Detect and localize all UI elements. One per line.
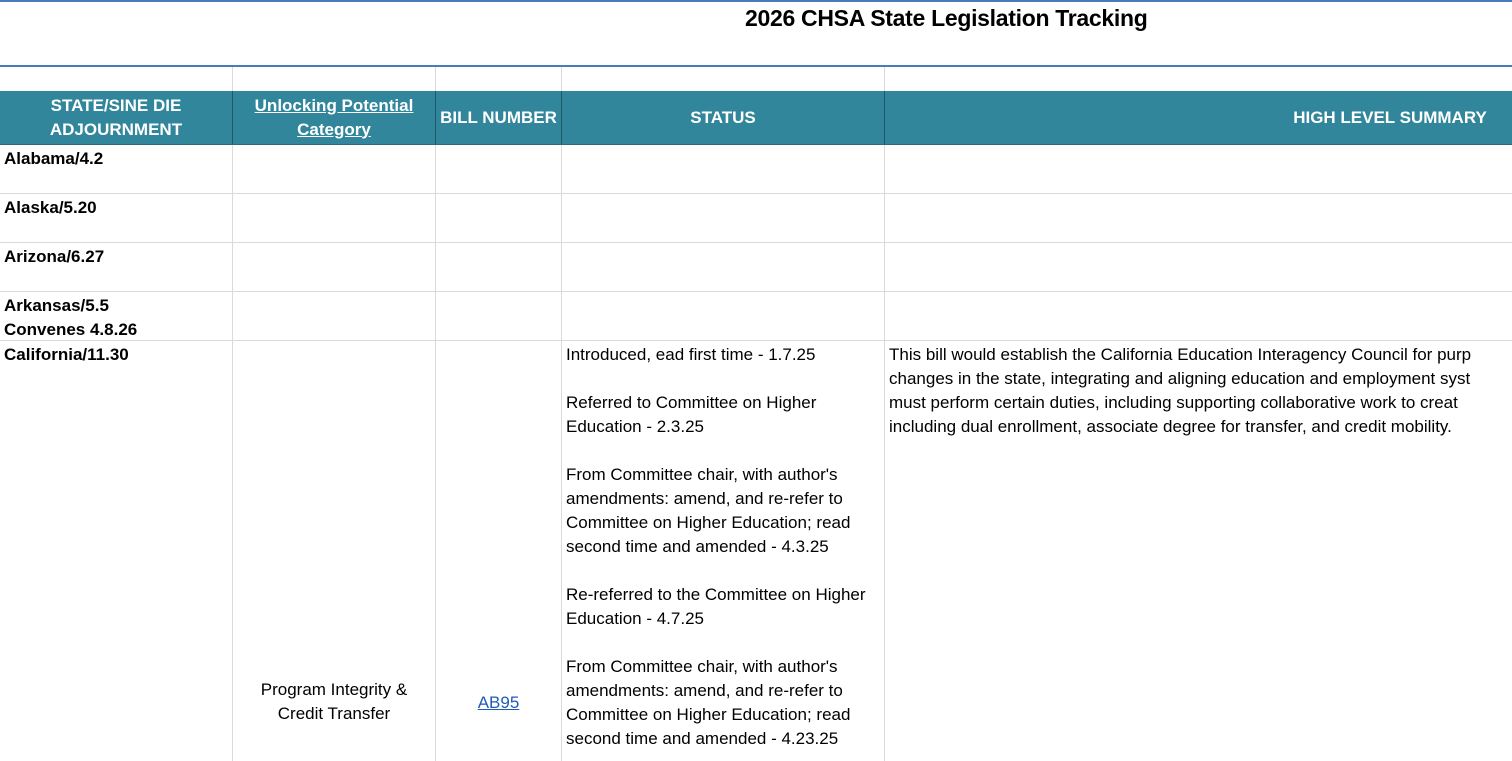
title-row	[0, 2, 1512, 67]
summary-cell[interactable]	[885, 243, 1512, 291]
status-cell[interactable]	[562, 194, 885, 242]
bill-number-cell[interactable]	[436, 194, 562, 242]
table-row	[0, 243, 1512, 292]
spacer-row	[0, 67, 1512, 91]
state-cell[interactable]: California/11.30	[0, 341, 233, 761]
header-state[interactable]: STATE/SINE DIE ADJOURNMENT	[0, 91, 233, 144]
category-cell[interactable]	[233, 194, 436, 242]
table-row	[0, 341, 1512, 761]
category-cell[interactable]	[233, 145, 436, 193]
category-cell[interactable]	[233, 243, 436, 291]
gridline	[884, 67, 885, 91]
state-cell[interactable]: Arizona/6.27	[0, 243, 233, 291]
table-row	[0, 292, 1512, 341]
sheet-title[interactable]: 2026 CHSA State Legislation Tracking	[745, 5, 1148, 31]
header-bill-number[interactable]: BILL NUMBER	[436, 91, 562, 144]
gridline	[232, 67, 233, 91]
header-row	[0, 91, 1512, 145]
gridline	[561, 67, 562, 91]
status-cell[interactable]	[562, 243, 885, 291]
status-cell[interactable]: Introduced, ead first time - 1.7.25 Referred to Committee on Higher Education - 2.3.25 From Committee chair, with author's amendments: amend, and re-refer to Committee on Higher Education; read second time and amended - 4.3.25 Re-referred to the Committee on Higher Education - 4.7.25 From Committee chair, with author's amendments: amend, and re-refer to Committee on Higher Education; read second time and amended - 4.23.25	[562, 341, 885, 761]
header-status[interactable]: STATUS	[562, 91, 885, 144]
category-cell[interactable]	[233, 341, 436, 761]
data-grid	[0, 145, 1512, 761]
bill-number-cell[interactable]	[436, 243, 562, 291]
table-row	[0, 194, 1512, 243]
state-cell[interactable]: Arkansas/5.5 Convenes 4.8.26	[0, 292, 233, 340]
bill-number-cell[interactable]	[436, 292, 562, 340]
bill-number-cell[interactable]	[436, 341, 562, 761]
summary-cell[interactable]	[885, 194, 1512, 242]
category-text: Program Integrity & Credit Transfer	[260, 680, 408, 723]
table-row	[0, 145, 1512, 194]
summary-cell[interactable]	[885, 292, 1512, 340]
bill-number-cell[interactable]	[436, 145, 562, 193]
status-cell[interactable]	[562, 145, 885, 193]
state-cell[interactable]: Alaska/5.20	[0, 194, 233, 242]
state-cell[interactable]: Alabama/4.2	[0, 145, 233, 193]
header-summary[interactable]: HIGH LEVEL SUMMARY	[1293, 107, 1487, 127]
header-category-link[interactable]: Unlocking Potential Category	[233, 91, 436, 144]
summary-cell[interactable]: This bill would establish the California Education Interagency Council for purp changes in the state, integrating and aligning education and employment syst must perform certain duties, including supporting collaborative work to creat including dual enrollment, associate degree for transfer, and credit mobility.	[889, 345, 1472, 436]
summary-cell[interactable]	[885, 145, 1512, 193]
category-cell[interactable]	[233, 292, 436, 340]
status-cell[interactable]	[562, 292, 885, 340]
gridline	[435, 67, 436, 91]
bill-link-ab95[interactable]: AB95	[477, 693, 520, 712]
